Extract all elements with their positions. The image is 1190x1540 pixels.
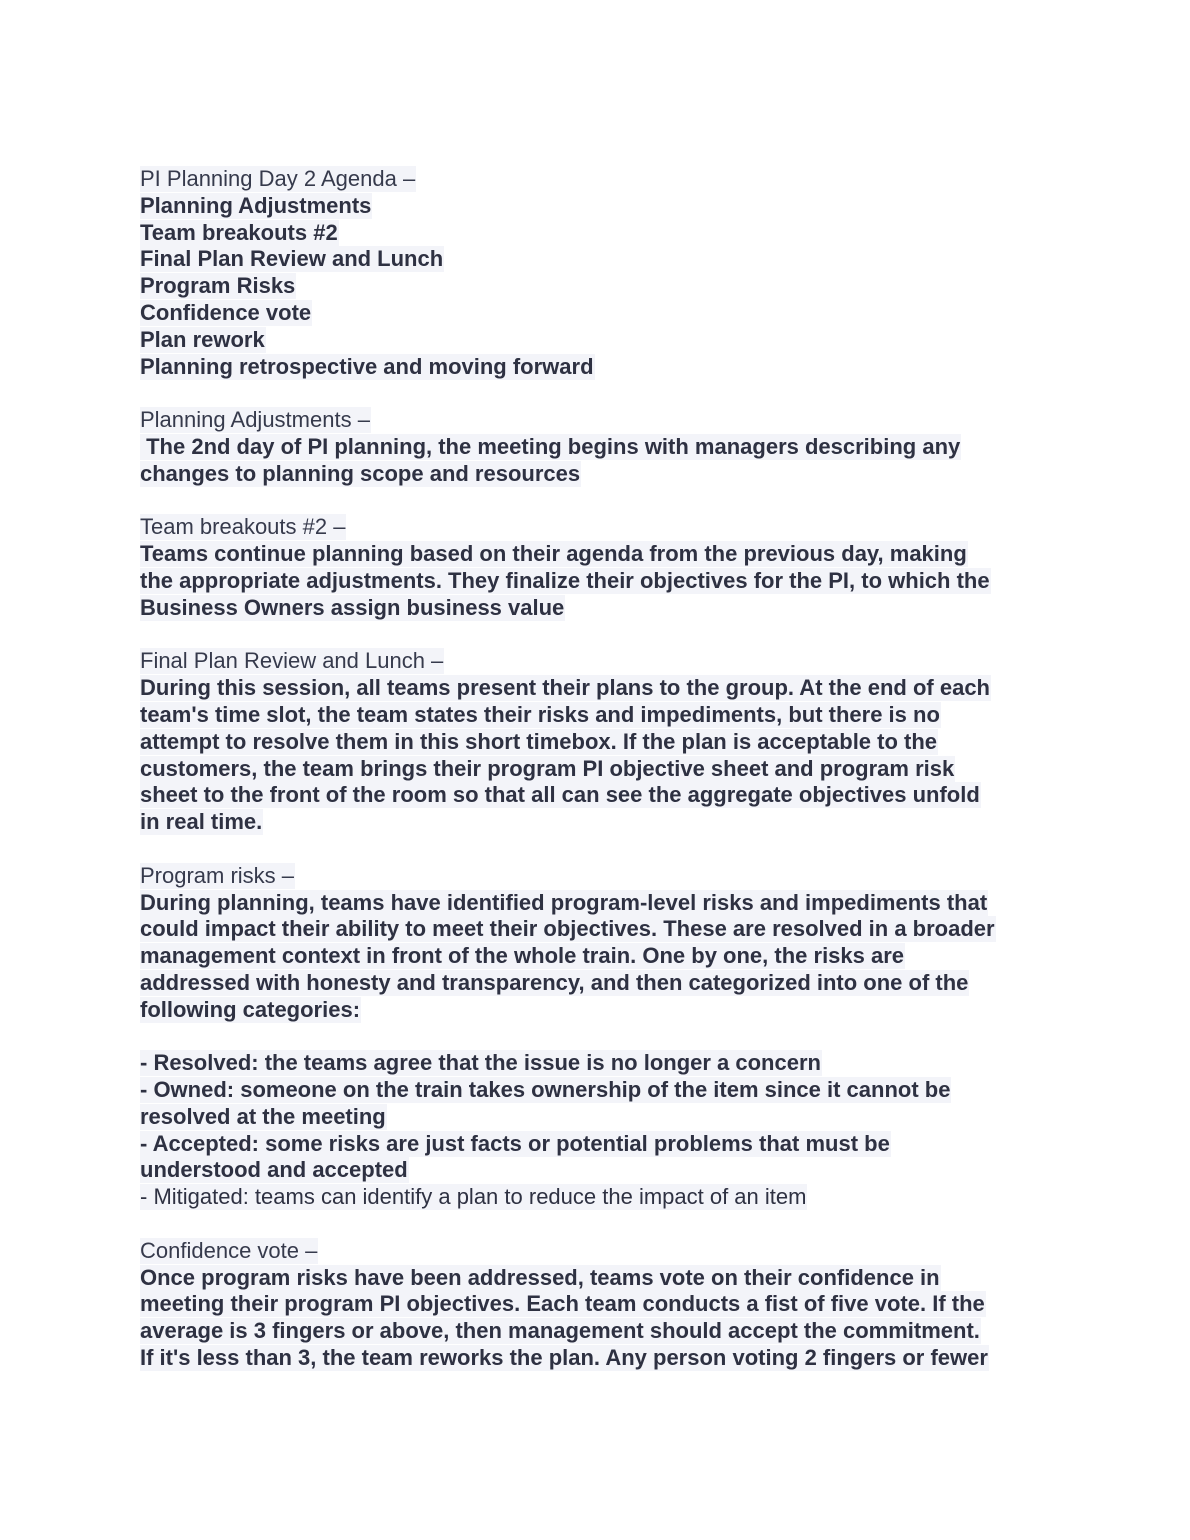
risk-category-line: - Accepted: some risks are just facts or potential problems that must be — [140, 1130, 890, 1156]
paragraph-line: Teams continue planning based on their agenda from the previous day, making — [140, 541, 967, 567]
spacer — [140, 488, 1060, 515]
paragraph-line: If it's less than 3, the team reworks the plan. Any person voting 2 fingers or fewer — [140, 1345, 988, 1371]
confidence-vote-title: Confidence vote – — [140, 1237, 318, 1263]
paragraph-line: in real time. — [140, 809, 263, 835]
planning-adjustments-title: Planning Adjustments – — [140, 407, 370, 433]
paragraph-line: Once program risks have been addressed, teams vote on their confidence in — [140, 1264, 940, 1290]
risk-category-line: resolved at the meeting — [140, 1103, 386, 1129]
agenda-item: Planning Adjustments — [140, 192, 372, 218]
paragraph-line: following categories: — [140, 996, 361, 1022]
agenda-item: Team breakouts #2 — [140, 219, 338, 245]
document-page — [140, 166, 1060, 1372]
agenda-item: Confidence vote — [140, 299, 312, 325]
paragraph-line: team's time slot, the team states their risks and impediments, but there is no — [140, 701, 940, 727]
risk-category-line: understood and accepted — [140, 1157, 408, 1183]
risk-category-mitigated: - Mitigated: teams can identify a plan to reduce the impact of an item — [140, 1184, 807, 1210]
paragraph-line: During this session, all teams present their plans to the group. At the end of each — [140, 675, 990, 701]
paragraph-line: sheet to the front of the room so that all can see the aggregate objectives unfold — [140, 782, 980, 808]
agenda-item: Plan rework — [140, 326, 265, 352]
agenda-item: Planning retrospective and moving forward — [140, 353, 594, 379]
paragraph-line: During planning, teams have identified program-level risks and impediments that — [140, 889, 988, 915]
agenda-item: Final Plan Review and Lunch — [140, 246, 444, 272]
paragraph-line: changes to planning scope and resources — [140, 460, 581, 486]
paragraph-line: the appropriate adjustments. They finalize their objectives for the PI, to which the — [140, 567, 990, 593]
paragraph-line: could impact their ability to meet their objectives. These are resolved in a broader — [140, 916, 995, 942]
risk-category-line: - Resolved: the teams agree that the issue is no longer a concern — [140, 1050, 821, 1076]
spacer — [140, 1024, 1060, 1051]
paragraph-line: management context in front of the whole train. One by one, the risks are — [140, 943, 905, 969]
final-plan-review-title: Final Plan Review and Lunch – — [140, 648, 444, 674]
agenda-title: PI Planning Day 2 Agenda – — [140, 166, 416, 191]
risk-category-line: - Owned: someone on the train takes ownership of the item since it cannot be — [140, 1077, 951, 1103]
paragraph-line: addressed with honesty and transparency, and then categorized into one of the — [140, 969, 969, 995]
spacer — [140, 380, 1060, 407]
program-risks-title: Program risks – — [140, 862, 295, 888]
spacer — [140, 622, 1060, 649]
spacer — [140, 836, 1060, 863]
paragraph-line: The 2nd day of PI planning, the meeting begins with managers describing any — [140, 433, 961, 459]
paragraph-line: meeting their program PI objectives. Each team conducts a fist of five vote. If the — [140, 1291, 985, 1317]
agenda-item: Program Risks — [140, 273, 296, 299]
paragraph-line: average is 3 fingers or above, then management should accept the commitment. — [140, 1318, 980, 1344]
spacer — [140, 1211, 1060, 1238]
paragraph-line: attempt to resolve them in this short timebox. If the plan is acceptable to the — [140, 728, 938, 754]
team-breakouts-title: Team breakouts #2 – — [140, 514, 346, 540]
paragraph-line: Business Owners assign business value — [140, 594, 565, 620]
paragraph-line: customers, the team brings their program PI objective sheet and program risk — [140, 755, 955, 781]
